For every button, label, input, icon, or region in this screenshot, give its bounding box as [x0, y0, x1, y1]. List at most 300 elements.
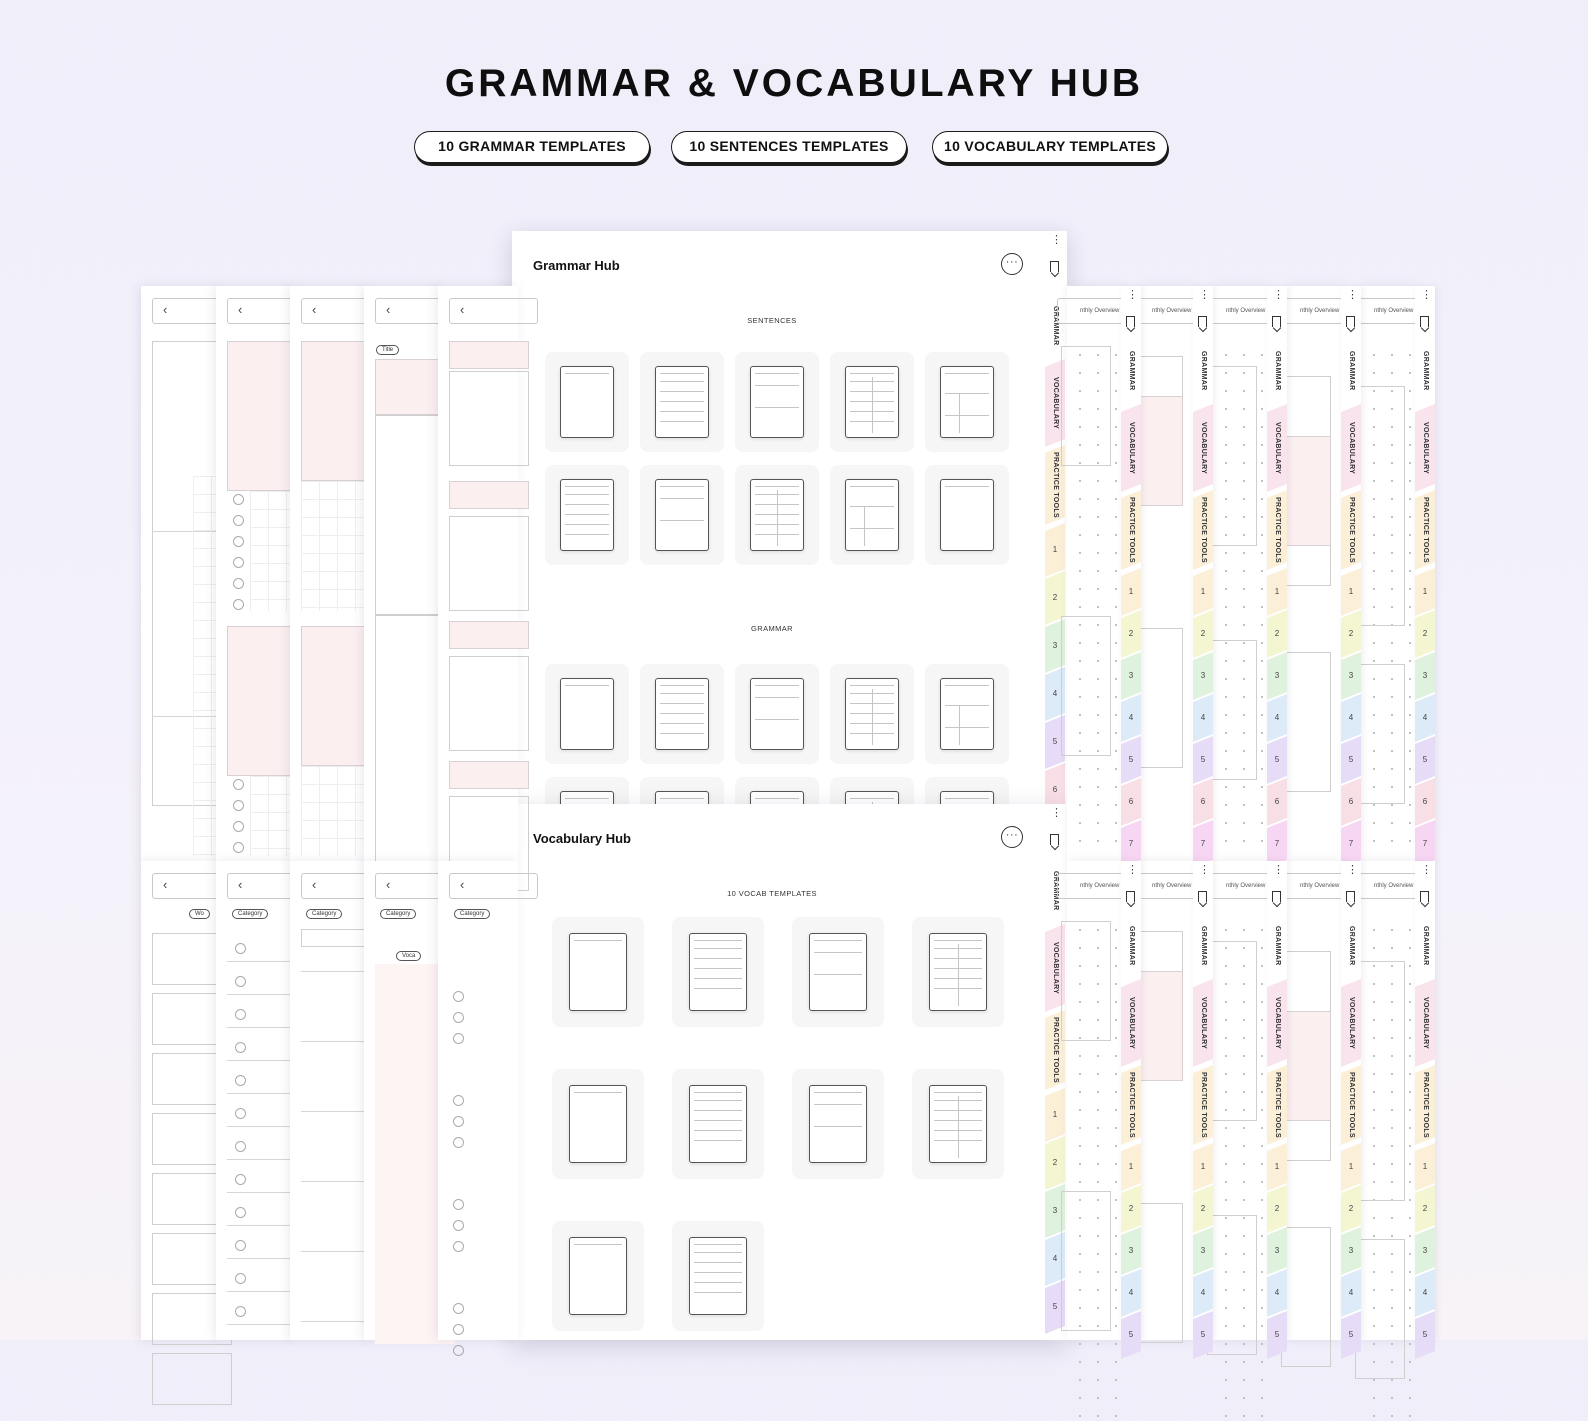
- template-thumbnail: [655, 366, 709, 438]
- tab-label: GRAMMAR: [1274, 926, 1281, 966]
- tab-label: GRAMMAR: [1052, 871, 1059, 911]
- tab-label: VOCABULARY: [1348, 421, 1355, 475]
- kebab-icon[interactable]: ⋮: [1199, 289, 1210, 301]
- layout-box: [1355, 1239, 1405, 1379]
- checkbox-circle[interactable]: [453, 1199, 464, 1210]
- checkbox-circle[interactable]: [235, 943, 246, 954]
- layout-block: [449, 516, 529, 611]
- template-thumbnail: [689, 1085, 747, 1163]
- vocab-template-tile[interactable]: [792, 1069, 884, 1179]
- tab-number-label: 7: [1128, 839, 1134, 848]
- tab-number-label: 1: [1274, 1162, 1280, 1171]
- overview-header: nthly Overview: [1129, 298, 1209, 324]
- sheet-line: [660, 381, 704, 382]
- checkbox-circle[interactable]: [233, 578, 244, 589]
- checkbox-circle[interactable]: [235, 1240, 246, 1251]
- template-thumbnail: [655, 479, 709, 551]
- sentence-template-tile[interactable]: [545, 352, 629, 452]
- sheet-line: [755, 407, 799, 408]
- page-tab-strip: [1267, 286, 1287, 861]
- template-thumbnail: [560, 366, 614, 438]
- sheet-line: [945, 705, 989, 706]
- tab-number-label: 3: [1052, 641, 1058, 650]
- template-thumbnail: [845, 678, 899, 750]
- tab-number-label: 5: [1128, 755, 1134, 764]
- layout-block: [449, 371, 529, 466]
- tab-label: PRACTICE TOOLS: [1274, 497, 1281, 563]
- checkbox-circle[interactable]: [233, 515, 244, 526]
- tab-number-label: 5: [1348, 755, 1354, 764]
- checkbox-circle[interactable]: [453, 1012, 464, 1023]
- template-thumbnail: [689, 933, 747, 1011]
- sheet-line: [755, 697, 799, 698]
- sheet-line: [660, 498, 704, 499]
- background-overview-page: [1139, 861, 1193, 1340]
- divider-line: [227, 1126, 294, 1127]
- kebab-icon[interactable]: ⋮: [1199, 864, 1210, 876]
- checkbox-circle[interactable]: [453, 1303, 464, 1314]
- background-template-page: [290, 286, 368, 861]
- tab-number-label: 4: [1422, 1288, 1428, 1297]
- layout-block: [449, 341, 529, 369]
- bookmark-icon[interactable]: [1126, 891, 1135, 902]
- page-tab-strip: [1193, 861, 1213, 1340]
- divider-line: [227, 994, 294, 995]
- layout-box: [1355, 386, 1405, 626]
- bookmark-icon[interactable]: [1272, 891, 1281, 902]
- kebab-icon[interactable]: ⋮: [1273, 864, 1284, 876]
- tab-number-label: 5: [1274, 1330, 1280, 1339]
- template-thumbnail: [929, 1085, 987, 1163]
- checkbox-circle[interactable]: [233, 494, 244, 505]
- back-arrow-icon[interactable]: ‹: [460, 302, 465, 317]
- sheet-line: [694, 1292, 742, 1293]
- background-overview-page: [1287, 861, 1341, 1340]
- vocab-template-tile[interactable]: [552, 917, 644, 1027]
- sheet-line: [755, 385, 799, 386]
- sheet-line: [660, 693, 704, 694]
- tab-number-label: 2: [1052, 1158, 1058, 1167]
- layout-box: [1207, 1215, 1257, 1355]
- tab-label: GRAMMAR: [1128, 351, 1135, 391]
- sheet-line: [934, 1092, 982, 1093]
- grammar-template-tile[interactable]: [830, 664, 914, 764]
- template-thumbnail: [750, 479, 804, 551]
- divider-line: [227, 1027, 294, 1028]
- layout-block: [449, 481, 529, 509]
- tab-number-label: 3: [1274, 671, 1280, 680]
- tab-number-label: 3: [1128, 1246, 1134, 1255]
- checkbox-circle[interactable]: [235, 976, 246, 987]
- tab-number-label: 2: [1348, 629, 1354, 638]
- overview-header: nthly Overview: [1203, 873, 1283, 899]
- sheet-line: [565, 514, 609, 515]
- bookmark-icon[interactable]: [1420, 316, 1429, 327]
- grammar-templates-badge: 10 GRAMMAR TEMPLATES: [414, 131, 650, 163]
- sheet-line: [850, 373, 894, 374]
- tab-number-label: 6: [1128, 797, 1134, 806]
- bookmark-icon[interactable]: [1050, 834, 1059, 845]
- tab-label: GRAMMAR: [1422, 926, 1429, 966]
- checkbox-circle[interactable]: [233, 800, 244, 811]
- tab-number-label: 1: [1274, 587, 1280, 596]
- sheet-line: [934, 940, 982, 941]
- kebab-icon[interactable]: ⋮: [1347, 864, 1358, 876]
- page-header-bar: [449, 298, 538, 324]
- badge-row: [0, 131, 1588, 165]
- sheet-line: [958, 944, 959, 1006]
- divider-line: [301, 1181, 368, 1182]
- sentence-template-tile[interactable]: [925, 465, 1009, 565]
- sheet-line: [565, 373, 609, 374]
- vocab-template-tile[interactable]: [672, 917, 764, 1027]
- template-thumbnail: [750, 678, 804, 750]
- tab-number-label: 2: [1274, 629, 1280, 638]
- checkbox-circle[interactable]: [235, 1075, 246, 1086]
- category-pill: Category: [380, 909, 416, 919]
- vocab-template-tile[interactable]: [672, 1069, 764, 1179]
- grammar-template-tile[interactable]: [640, 664, 724, 764]
- tab-number-label: 5: [1052, 1302, 1058, 1311]
- sentence-template-tile[interactable]: [735, 352, 819, 452]
- checkbox-circle[interactable]: [233, 599, 244, 610]
- tab-number-label: 6: [1348, 797, 1354, 806]
- layout-block: [449, 761, 529, 789]
- sheet-line: [777, 490, 778, 546]
- sheet-line: [814, 1126, 862, 1127]
- sheet-line: [565, 798, 609, 799]
- sheet-line: [694, 948, 742, 949]
- divider-line: [301, 1251, 368, 1252]
- background-overview-page: [1361, 861, 1415, 1340]
- bookmark-icon[interactable]: [1346, 891, 1355, 902]
- tab-number-label: 6: [1422, 797, 1428, 806]
- back-arrow-icon[interactable]: ‹: [163, 877, 168, 892]
- checkbox-circle[interactable]: [453, 1137, 464, 1148]
- tab-number-label: 3: [1200, 1246, 1206, 1255]
- overview-header: nthly Overview: [1057, 873, 1137, 899]
- tab-number-label: 1: [1348, 587, 1354, 596]
- sheet-line: [565, 504, 609, 505]
- vocab-template-tile[interactable]: [912, 1069, 1004, 1179]
- bookmark-icon[interactable]: [1346, 316, 1355, 327]
- layout-box: [1061, 1191, 1111, 1331]
- tab-label: PRACTICE TOOLS: [1128, 497, 1135, 563]
- tab-label: GRAMMAR: [1274, 351, 1281, 391]
- tab-number-label: 4: [1274, 713, 1280, 722]
- sheet-line: [565, 486, 609, 487]
- title-pill: Title: [376, 345, 399, 355]
- back-arrow-icon[interactable]: ‹: [386, 302, 391, 317]
- tab-label: VOCABULARY: [1052, 941, 1059, 995]
- checkbox-circle[interactable]: [235, 1042, 246, 1053]
- ellipsis-icon[interactable]: ···: [1001, 826, 1023, 848]
- template-thumbnail: [809, 1085, 867, 1163]
- overview-header: nthly Overview: [1129, 873, 1209, 899]
- sheet-line: [959, 393, 960, 433]
- sheet-line: [660, 733, 704, 734]
- template-thumbnail: [560, 678, 614, 750]
- divider-line: [227, 1291, 294, 1292]
- divider-line: [227, 961, 294, 962]
- tab-label: GRAMMAR: [1200, 351, 1207, 391]
- sheet-line: [945, 727, 989, 728]
- kebab-icon[interactable]: ⋮: [1127, 289, 1138, 301]
- sheet-line: [755, 685, 799, 686]
- tab-number-label: 5: [1200, 755, 1206, 764]
- ellipsis-icon[interactable]: ···: [1001, 253, 1023, 275]
- sentences-templates-badge: 10 SENTENCES TEMPLATES: [671, 131, 907, 163]
- template-thumbnail: [929, 933, 987, 1011]
- tab-number-label: 2: [1274, 1204, 1280, 1213]
- sheet-line: [945, 685, 989, 686]
- background-template-page: [438, 861, 518, 1340]
- tab-number-label: 1: [1128, 1162, 1134, 1171]
- sheet-line: [660, 713, 704, 714]
- highlight-block: [1281, 1011, 1331, 1121]
- divider-line: [301, 1321, 368, 1322]
- back-arrow-icon[interactable]: ‹: [312, 877, 317, 892]
- kebab-icon[interactable]: ⋮: [1347, 289, 1358, 301]
- background-overview-page: [1287, 286, 1341, 861]
- tab-number-label: 6: [1052, 785, 1058, 794]
- page-tab-strip: [1121, 861, 1141, 1340]
- checkbox-circle[interactable]: [235, 1306, 246, 1317]
- tab-number-label: 1: [1052, 1110, 1058, 1119]
- sheet-line: [565, 534, 609, 535]
- tab-label: VOCABULARY: [1422, 421, 1429, 475]
- tab-number-label: 6: [1274, 797, 1280, 806]
- page-tab-strip: [1121, 286, 1141, 861]
- sheet-line: [945, 798, 989, 799]
- bookmark-icon[interactable]: [1420, 891, 1429, 902]
- bookmark-icon[interactable]: [1198, 316, 1207, 327]
- kebab-icon[interactable]: ⋮: [1051, 807, 1062, 819]
- template-thumbnail: [569, 933, 627, 1011]
- bookmark-icon[interactable]: [1050, 261, 1059, 272]
- sheet-line: [660, 486, 704, 487]
- sentence-template-tile[interactable]: [925, 352, 1009, 452]
- checkbox-circle[interactable]: [235, 1273, 246, 1284]
- entry-box: [152, 1353, 232, 1405]
- divider-line: [227, 1093, 294, 1094]
- sheet-line: [814, 1092, 862, 1093]
- sentence-template-tile[interactable]: [830, 465, 914, 565]
- tab-number-label: 5: [1274, 755, 1280, 764]
- sheet-line: [694, 988, 742, 989]
- tab-label: PRACTICE TOOLS: [1348, 1072, 1355, 1138]
- sheet-line: [660, 373, 704, 374]
- tab-label: PRACTICE TOOLS: [1052, 1017, 1059, 1083]
- divider-line: [227, 1258, 294, 1259]
- sentence-template-tile[interactable]: [735, 465, 819, 565]
- tab-number-label: 1: [1128, 587, 1134, 596]
- tab-number-label: 2: [1422, 1204, 1428, 1213]
- tab-number-label: 2: [1422, 629, 1428, 638]
- kebab-icon[interactable]: ⋮: [1421, 864, 1432, 876]
- tab-number-label: 2: [1128, 1204, 1134, 1213]
- sentence-template-tile[interactable]: [640, 352, 724, 452]
- sheet-line: [565, 524, 609, 525]
- background-overview-page: [1361, 286, 1415, 861]
- layout-box: [1061, 921, 1111, 1041]
- sheet-line: [814, 974, 862, 975]
- kebab-icon[interactable]: ⋮: [1127, 864, 1138, 876]
- overview-header: nthly Overview: [1277, 298, 1357, 324]
- divider-line: [301, 971, 368, 972]
- checkbox-circle[interactable]: [233, 779, 244, 790]
- layout-box: [1061, 616, 1111, 756]
- tab-number-label: 4: [1052, 689, 1058, 698]
- grammar-template-tile[interactable]: [925, 664, 1009, 764]
- tab-label: PRACTICE TOOLS: [1348, 497, 1355, 563]
- sentence-template-tile[interactable]: [830, 352, 914, 452]
- background-overview-page: [1067, 861, 1121, 1340]
- tab-label: PRACTICE TOOLS: [1422, 497, 1429, 563]
- vocab-template-tile[interactable]: [792, 917, 884, 1027]
- checkbox-circle[interactable]: [453, 1095, 464, 1106]
- tab-number-label: 7: [1274, 839, 1280, 848]
- page-header-bar: [449, 873, 538, 899]
- sheet-line: [660, 723, 704, 724]
- checkbox-circle[interactable]: [233, 536, 244, 547]
- tab-number-label: 5: [1422, 1330, 1428, 1339]
- vocabulary-hub-title: Vocabulary Hub: [533, 831, 632, 846]
- tab-number-label: 3: [1200, 671, 1206, 680]
- grammar-template-tile[interactable]: [545, 664, 629, 764]
- checkbox-circle[interactable]: [453, 1241, 464, 1252]
- checkbox-circle[interactable]: [453, 1345, 464, 1356]
- checkbox-circle[interactable]: [233, 842, 244, 853]
- layout-box: [1061, 346, 1111, 466]
- tab-label: GRAMMAR: [1200, 926, 1207, 966]
- vocab-template-tile[interactable]: [912, 917, 1004, 1027]
- tab-label: VOCABULARY: [1274, 996, 1281, 1050]
- sheet-line: [565, 685, 609, 686]
- kebab-icon[interactable]: ⋮: [1421, 289, 1432, 301]
- back-arrow-icon[interactable]: ‹: [163, 302, 168, 317]
- category-pill: Category: [306, 909, 342, 919]
- sheet-line: [694, 1282, 742, 1283]
- sheet-line: [814, 940, 862, 941]
- checkbox-circle[interactable]: [453, 1220, 464, 1231]
- tab-number-label: 2: [1128, 629, 1134, 638]
- grammar-hub-title: Grammar Hub: [533, 258, 620, 273]
- tab-number-label: 3: [1422, 1246, 1428, 1255]
- category-pill: Category: [232, 909, 268, 919]
- checkbox-circle[interactable]: [233, 821, 244, 832]
- vocab-template-tile[interactable]: [552, 1069, 644, 1179]
- tab-label: GRAMMAR: [1348, 926, 1355, 966]
- sheet-line: [959, 705, 960, 745]
- back-arrow-icon[interactable]: ‹: [238, 877, 243, 892]
- back-arrow-icon[interactable]: ‹: [460, 877, 465, 892]
- kebab-icon[interactable]: ⋮: [1273, 289, 1284, 301]
- tab-label: GRAMMAR: [1052, 306, 1059, 346]
- sheet-line: [694, 1140, 742, 1141]
- tab-number-label: 1: [1200, 1162, 1206, 1171]
- tab-number-label: 1: [1200, 587, 1206, 596]
- sheet-line: [660, 798, 704, 799]
- back-arrow-icon[interactable]: ‹: [386, 877, 391, 892]
- checkbox-circle[interactable]: [235, 1174, 246, 1185]
- tab-number-label: 3: [1274, 1246, 1280, 1255]
- checkbox-circle[interactable]: [453, 1116, 464, 1127]
- sheet-line: [694, 1100, 742, 1101]
- checkbox-circle[interactable]: [453, 991, 464, 1002]
- back-arrow-icon[interactable]: ‹: [238, 302, 243, 317]
- checkbox-circle[interactable]: [235, 1207, 246, 1218]
- sheet-line: [850, 486, 894, 487]
- page-headline: GRAMMAR & VOCABULARY HUB: [444, 62, 1144, 105]
- divider-line: [227, 1060, 294, 1061]
- checkbox-circle[interactable]: [235, 1009, 246, 1020]
- sentence-template-tile[interactable]: [545, 465, 629, 565]
- checkbox-circle[interactable]: [453, 1324, 464, 1335]
- tab-number-label: 4: [1348, 1288, 1354, 1297]
- sheet-line: [694, 940, 742, 941]
- divider-line: [227, 1324, 294, 1325]
- vocab-template-tile[interactable]: [552, 1221, 644, 1331]
- overview-header: nthly Overview: [1057, 298, 1137, 324]
- kebab-icon[interactable]: ⋮: [1051, 234, 1062, 246]
- back-arrow-icon[interactable]: ‹: [312, 302, 317, 317]
- tab-label: PRACTICE TOOLS: [1422, 1072, 1429, 1138]
- sheet-line: [694, 1252, 742, 1253]
- sheet-line: [850, 798, 894, 799]
- checkbox-circle[interactable]: [235, 1141, 246, 1152]
- vocab-section-label: 10 VOCAB TEMPLATES: [727, 889, 817, 898]
- bookmark-icon[interactable]: [1272, 316, 1281, 327]
- checkbox-circle[interactable]: [235, 1108, 246, 1119]
- layout-box: [1281, 1227, 1331, 1367]
- tab-number-label: 4: [1348, 713, 1354, 722]
- sentence-template-tile[interactable]: [640, 465, 724, 565]
- tab-label: PRACTICE TOOLS: [1128, 1072, 1135, 1138]
- divider-line: [227, 1225, 294, 1226]
- template-thumbnail: [569, 1085, 627, 1163]
- tab-number-label: 4: [1052, 1254, 1058, 1263]
- page-tab-strip: [1415, 286, 1435, 861]
- tab-number-label: 7: [1422, 839, 1428, 848]
- layout-box: [1207, 941, 1257, 1121]
- grammar-template-tile[interactable]: [735, 664, 819, 764]
- template-thumbnail: [560, 479, 614, 551]
- checkbox-circle[interactable]: [453, 1033, 464, 1044]
- tab-label: PRACTICE TOOLS: [1274, 1072, 1281, 1138]
- overview-header: nthly Overview: [1351, 873, 1431, 899]
- bookmark-icon[interactable]: [1198, 891, 1207, 902]
- background-template-page: [216, 861, 294, 1340]
- tab-number-label: 5: [1422, 755, 1428, 764]
- page-tab-strip: [1415, 861, 1435, 1340]
- bookmark-icon[interactable]: [1126, 316, 1135, 327]
- overview-header: nthly Overview: [1351, 298, 1431, 324]
- sheet-line: [945, 373, 989, 374]
- template-thumbnail: [689, 1237, 747, 1315]
- tab-number-label: 2: [1348, 1204, 1354, 1213]
- background-template-page: [364, 861, 442, 1340]
- checkbox-circle[interactable]: [233, 557, 244, 568]
- layout-box: [1207, 366, 1257, 546]
- tab-number-label: 1: [1052, 545, 1058, 554]
- sheet-line: [694, 1272, 742, 1273]
- tab-number-label: 5: [1052, 737, 1058, 746]
- tab-number-label: 2: [1200, 1204, 1206, 1213]
- layout-box: [1207, 640, 1257, 780]
- vocab-template-tile[interactable]: [672, 1221, 764, 1331]
- sheet-line: [872, 377, 873, 433]
